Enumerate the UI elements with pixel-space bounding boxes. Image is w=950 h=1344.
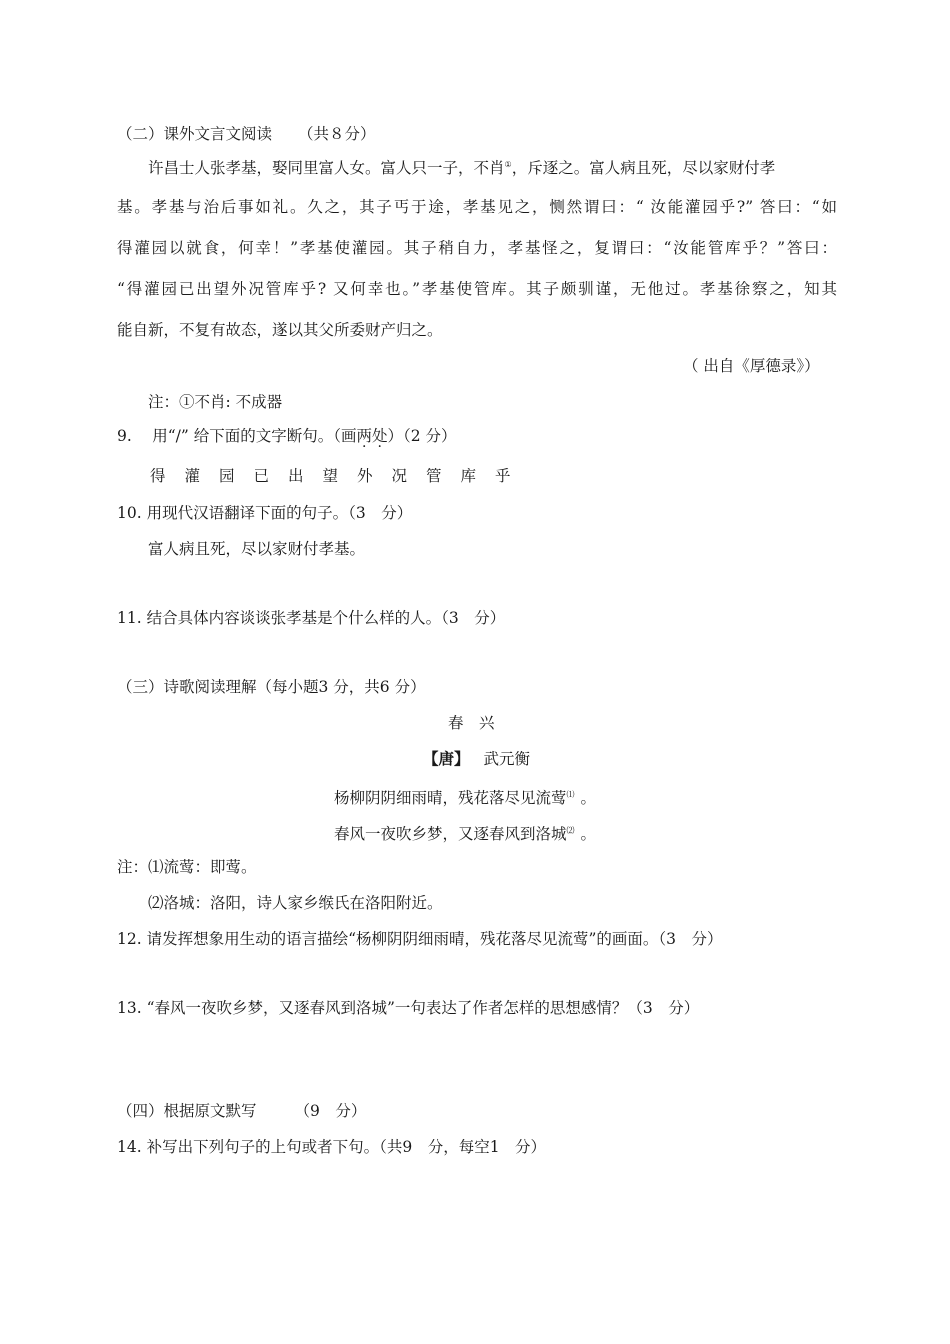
- question-13: 13. “春风一夜吹乡梦，又逐春风到洛城”一句表达了作者怎样的思想感情？（3 分）: [117, 999, 700, 1017]
- section-heading: （二）课外文言文阅读 （共８分）: [117, 125, 376, 143]
- exercise-char: 外: [357, 467, 373, 485]
- poem-line: 春风一夜吹乡梦，又逐春风到洛城⑵ 。: [334, 825, 597, 843]
- passage-line: 得灌园以就食，何幸！”孝基使灌园。其子稍自力，孝基怪之，复谓曰：“汝能管库乎？”答曰：: [117, 239, 837, 257]
- exercise-char: 况: [391, 467, 408, 485]
- question-12: 12. 请发挥想象用生动的语言描绘“杨柳阴阴细雨晴，残花落尽见流莺”的画面。（3 分）: [117, 930, 723, 948]
- section-heading: （四）根据原文默写 （9 分）: [117, 1102, 367, 1120]
- exercise-char: 得: [150, 467, 166, 485]
- footnote: 注：⑴流莺：即莺。: [117, 858, 257, 876]
- footnote-marker: ①: [504, 160, 512, 169]
- footnote-marker: ⑴: [566, 790, 575, 799]
- footnote: 注：①不肖: 不成器: [148, 393, 283, 411]
- poem-line: 杨柳阴阴细雨晴，残花落尽见流莺⑴ 。: [334, 789, 597, 807]
- exercise-char: 灌: [184, 467, 201, 485]
- section-score: （9 分）: [294, 1102, 367, 1120]
- poem-title: 春 兴: [448, 714, 495, 732]
- question-9: 9. 用“/” 给下面的文字断句。（画两处）（2 分）: [117, 427, 457, 445]
- exercise-char: 园: [219, 467, 235, 485]
- emphasis-char: 处: [371, 427, 388, 445]
- punctuation-exercise: [150, 466, 530, 486]
- exercise-char: 出: [288, 467, 304, 485]
- passage-line: 能自新，不复有故态，遂以其父所委财产归之。: [117, 321, 443, 339]
- poem-author: 【唐】 武元衡: [423, 749, 531, 768]
- section-heading: （三）诗歌阅读理解（每小题3 分，共6 分）: [117, 678, 426, 696]
- translation-sentence: 富人病且死，尽以家财付孝基。: [148, 540, 366, 558]
- question-10: 10. 用现代汉语翻译下面的句子。（3 分）: [117, 504, 413, 522]
- passage-line: “得灌园已出望外况管库乎? 又何幸也。”孝基使管库。其子颇驯谨，无他过。孝基徐察之，知其: [117, 280, 837, 298]
- exercise-char: 库: [460, 467, 477, 485]
- section-score: （共８分）: [298, 125, 376, 143]
- exercise-char: 望: [322, 467, 339, 485]
- footnote: ⑵洛城：洛阳，诗人家乡缑氏在洛阳附近。: [148, 894, 443, 912]
- passage-line: 许昌士人张孝基，娶同里富人女。富人只一子，不肖①，斥逐之。富人病且死，尽以家财付孝: [148, 159, 776, 177]
- footnote-marker: ⑵: [566, 826, 575, 835]
- question-14: 14. 补写出下列句子的上句或者下句。（共9 分，每空1 分）: [117, 1138, 547, 1156]
- passage-line: 基。孝基与治后事如礼。久之，其子丐于途，孝基见之，恻然谓曰：“ 汝能灌园乎?” 答曰：“如: [117, 198, 837, 216]
- exercise-char: 管: [426, 467, 442, 485]
- emphasis-char: 两: [356, 427, 372, 445]
- exercise-char: 已: [253, 467, 270, 485]
- question-11: 11. 结合具体内容谈谈张孝基是个什么样的人。（3 分）: [117, 609, 506, 627]
- source-citation: （ 出自《厚德录》）: [683, 357, 820, 375]
- exercise-char: 乎: [495, 467, 511, 485]
